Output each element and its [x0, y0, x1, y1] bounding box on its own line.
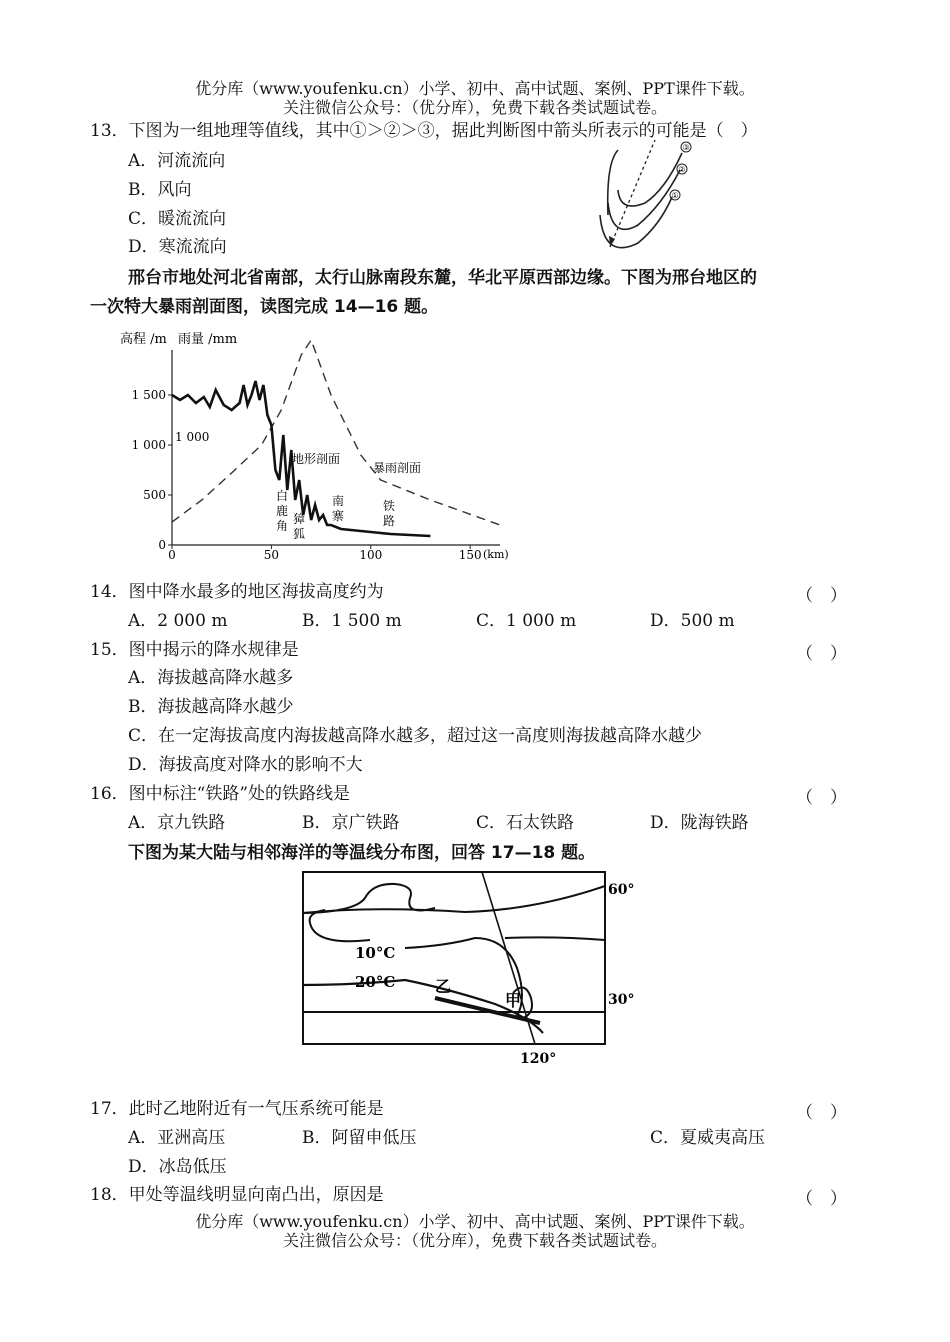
place-railway-2: 路 — [383, 514, 396, 528]
isoline-outer-left — [608, 150, 618, 215]
label-lon-120: 120° — [520, 1051, 557, 1067]
q15-option-d: D．海拔高度对降水的影响不大 — [128, 755, 363, 775]
footer-line-1: 优分库（www.youfenku.cn）小学、初中、高中试题、案例、PPT课件下载。 — [195, 1212, 755, 1231]
x-tick-label: 100 — [359, 548, 383, 562]
q14-answer-paren: （ ） — [796, 586, 847, 606]
label-isotherm-20: 20°C — [355, 973, 396, 991]
q17-option-d: D．冰岛低压 — [128, 1157, 227, 1177]
map-frame — [303, 872, 605, 1044]
isotherm-map — [295, 868, 645, 1068]
question-16-stem: 16．图中标注“铁路”处的铁路线是 — [90, 784, 351, 804]
q15-answer-paren: （ ） — [796, 644, 847, 664]
y-tick-label: 0 — [158, 538, 166, 552]
q17-option-b: B．阿留申低压 — [302, 1128, 417, 1148]
q15-option-a: A．海拔越高降水越多 — [128, 668, 294, 688]
x-axis-unit: (km) — [483, 548, 509, 561]
y-tick-label: 1 000 — [131, 438, 166, 452]
arrow-dashed-line — [610, 140, 655, 247]
rainstorm-profile-chart — [100, 325, 520, 570]
header-line-1: 优分库（www.youfenku.cn）小学、初中、高中试题、案例、PPT课件下载。 — [195, 79, 755, 98]
y-tick-label: 1 500 — [131, 388, 166, 402]
question-18-stem: 18．甲处等温线明显向南凸出，原因是 — [90, 1185, 384, 1205]
annotation-rainstorm-profile: 暴雨剖面 — [373, 461, 422, 475]
question-14-stem: 14．图中降水最多的地区海拔高度约为 — [90, 582, 384, 602]
place-zhanghu-1: 獐 — [293, 512, 306, 526]
label-circle-2: ② — [678, 165, 686, 174]
q17-option-c: C．夏威夷高压 — [650, 1128, 766, 1148]
q14-option-b: B．1 500 m — [302, 611, 402, 631]
q13-option-a: A．河流流向 — [128, 151, 226, 171]
question-17-stem: 17．此时乙地附近有一气压系统可能是 — [90, 1099, 384, 1119]
q16-option-d: D．陇海铁路 — [650, 813, 749, 833]
x-tick-label: 0 — [168, 548, 176, 562]
place-bailujiao-2: 鹿 — [276, 504, 289, 518]
q17-option-a: A．亚洲高压 — [128, 1128, 226, 1148]
q18-answer-paren: （ ） — [796, 1189, 847, 1209]
intro-17-18: 下图为某大陆与相邻海洋的等温线分布图，回答 17—18 题。 — [128, 843, 596, 863]
place-railway-1: 铁 — [383, 499, 396, 513]
isoline-figure — [590, 135, 760, 255]
q13-option-b: B．风向 — [128, 180, 192, 200]
place-nanzhai-2: 寨 — [332, 509, 345, 523]
isoline-2 — [608, 170, 680, 229]
annotation-1000: 1 000 — [175, 430, 210, 444]
q14-option-d: D．500 m — [650, 611, 735, 631]
coastline-north — [303, 886, 605, 913]
label-circle-3: ③ — [682, 143, 690, 152]
intro-14-16-line-1: 邢台市地处河北省南部，太行山脉南段东麓，华北平原西部边缘。下图为邢台地区的 — [128, 268, 757, 288]
y-axis-label-elevation: 高程 /m — [120, 332, 167, 347]
q16-option-c: C．石太铁路 — [476, 813, 575, 833]
q16-option-a: A．京九铁路 — [128, 813, 226, 833]
place-nanzhai-1: 南 — [332, 494, 345, 508]
label-jia: 甲 — [505, 991, 522, 1010]
x-tick-label: 150 — [458, 548, 482, 562]
q15-option-b: B．海拔越高降水越少 — [128, 697, 294, 717]
question-15-stem: 15．图中揭示的降水规律是 — [90, 640, 299, 660]
y-axis-label-rainfall: 雨量 /mm — [178, 332, 238, 347]
label-isotherm-10: 10°C — [355, 944, 396, 962]
label-lat-60: 60° — [608, 882, 635, 898]
q14-option-c: C．1 000 m — [476, 611, 577, 631]
footer-line-2: 关注微信公众号：（优分库），免费下载各类试题试卷。 — [282, 1231, 667, 1250]
label-circle-1: ① — [671, 191, 679, 200]
isotherm-10-west — [310, 910, 370, 941]
coastline-east — [505, 937, 605, 940]
place-zhanghu-2: 狐 — [293, 527, 306, 541]
q16-option-b: B．京广铁路 — [302, 813, 400, 833]
annotation-terrain-profile: 地形剖面 — [292, 452, 341, 466]
label-yi: 乙 — [435, 977, 452, 996]
intro-14-16-line-2: 一次特大暴雨剖面图，读图完成 14—16 题。 — [90, 297, 439, 317]
q16-answer-paren: （ ） — [796, 788, 847, 808]
question-13-stem: 13．下图为一组地理等值线，其中①＞②＞③，据此判断图中箭头所表示的可能是（ ） — [90, 121, 758, 141]
q17-answer-paren: （ ） — [796, 1103, 847, 1123]
label-lat-30: 30° — [608, 992, 635, 1008]
q13-option-d: D．寒流流向 — [128, 237, 227, 257]
q13-option-c: C．暖流流向 — [128, 209, 227, 229]
q15-option-c: C．在一定海拔高度内海拔越高降水越多，超过这一高度则海拔越高降水越少 — [128, 726, 703, 746]
header-line-2: 关注微信公众号：（优分库），免费下载各类试题试卷。 — [282, 98, 667, 117]
y-tick-label: 500 — [143, 488, 166, 502]
q14-option-a: A．2 000 m — [128, 611, 228, 631]
x-tick-label: 50 — [263, 548, 280, 562]
place-bailujiao-1: 白 — [276, 489, 289, 503]
place-bailujiao-3: 角 — [276, 519, 289, 533]
